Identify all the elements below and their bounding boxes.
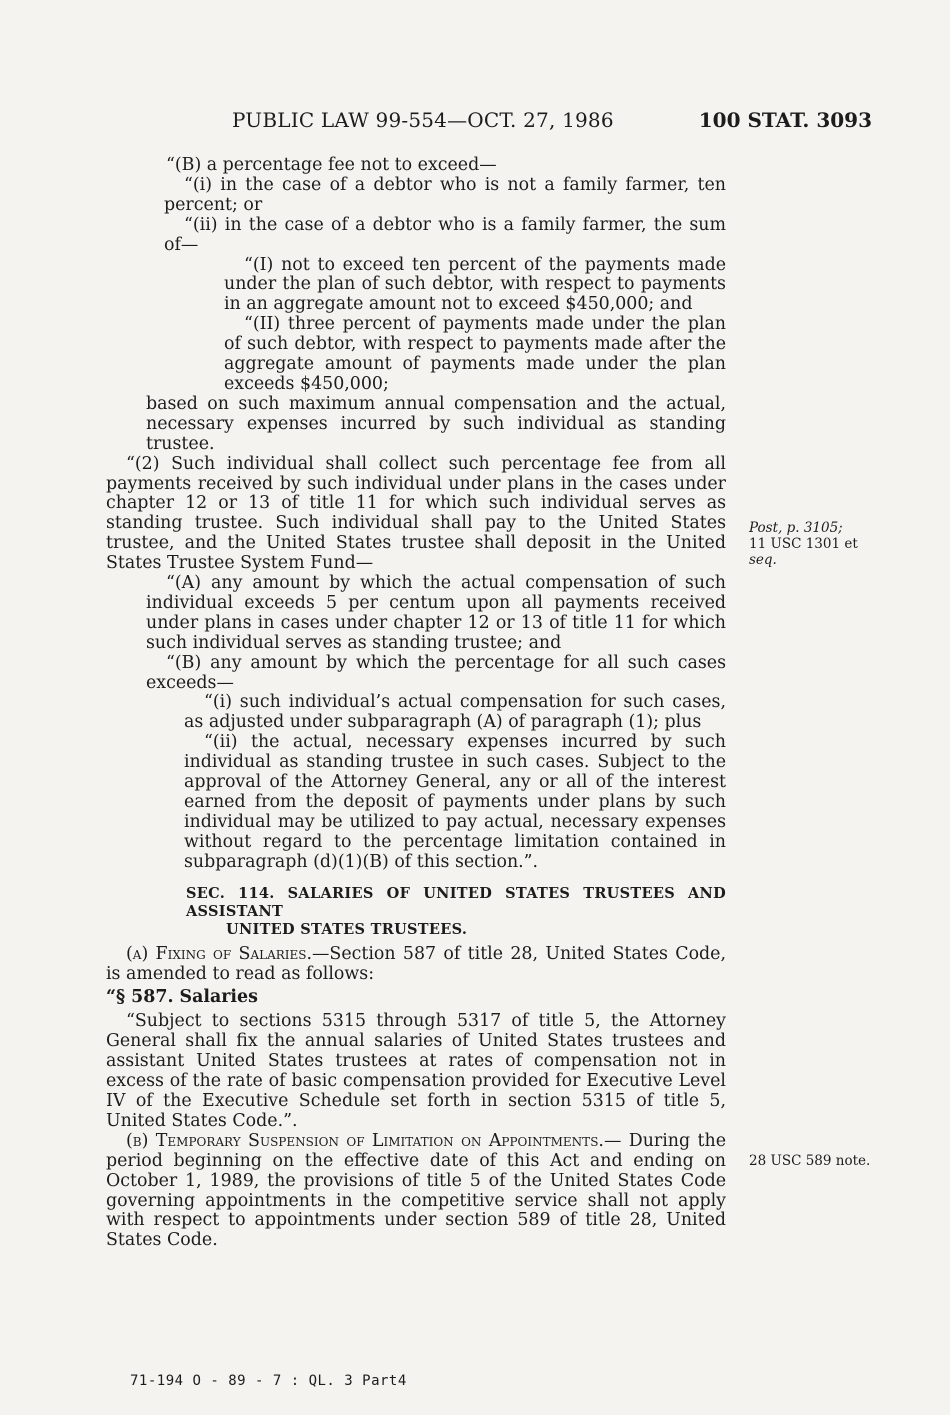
section-114-heading: [106, 885, 726, 939]
clause-ii-expenses: “(ii) the actual, necessary expenses incurred by such individual as standing trustee in such cases. Subject to the approval of the Attorney General, any or all of the interest earned from the deposit of payments under plans by such individual may be utilized to pay actual, necessary expenses without regard to the percentage limitation contained in subparagraph (d)(1)(B) of this section.”.: [184, 732, 726, 872]
section-587-text: “Subject to sections 5315 through 5317 of title 5, the Attorney General shall fix the annual salaries of United States trustees and assistant United States trustees at rates of compensation not in excess of the rate of basic compensation provided for Executive Level IV of the Executive Schedule set forth in section 5315 of title 5, United States Code.”.: [106, 1011, 726, 1131]
margin-note-post-line-1: Post, p. 3105;: [749, 520, 843, 536]
page-header: [232, 108, 872, 136]
margin-note-post: [749, 520, 858, 568]
print-code-footer: 71-194 O - 89 - 7 : QL. 3 Part4: [130, 1373, 407, 1389]
stat-page-number: 100 STAT. 3093: [698, 108, 872, 132]
margin-note-usc-589: 28 USC 589 note.: [749, 1153, 871, 1169]
subsection-b-heading: (b) Temporary Suspension of Limitation on Appointments.: [126, 1130, 604, 1151]
margin-note-post-line-2: 11 USC 1301 et: [749, 536, 858, 552]
paragraph-2-collection: “(2) Such individual shall collect such percentage fee from all payments received by such individual under plans in the cases under chapter 12 or 13 of title 11 for which such individual serves as standing trustee. Such individual shall pay to the United States trustee, and the United States trustee shall deposit in the United States Trustee System Fund—: [106, 453, 726, 574]
section-heading-line-1: SEC. 114. SALARIES OF UNITED STATES TRUSTEES AND ASSISTANT: [186, 884, 726, 920]
clause-B-percentage-exceeds: “(B) any amount by which the percentage for all such cases exceeds—: [146, 652, 726, 693]
clause-I-ten-percent: “(I) not to exceed ten percent of the payments made under the plan of such debtor, with respect to payments in an aggregate amount not to exceed $450,000; and: [224, 254, 726, 315]
clause-ii-family-farmer: “(ii) in the case of a debtor who is a family farmer, the sum of—: [164, 214, 726, 255]
section-heading-line-2: UNITED STATES TRUSTEES.: [226, 920, 468, 938]
section-587-title: “§ 587. Salaries: [106, 987, 258, 1008]
clause-i-compensation: “(i) such individual’s actual compensation for such cases, as adjusted under subparagraph (A) of paragraph (1); plus: [184, 692, 726, 733]
clause-i-not-family-farmer: “(i) in the case of a debtor who is not a family farmer, ten percent; or: [164, 174, 726, 215]
subsection-b: [106, 1132, 726, 1251]
subsection-b-text: — During the period beginning on the effective date of this Act and ending on October 1, 1989, the provisions of title 5 of the United States Code governing appointments in the competitive service shall not apply with respect to appointments under section 589 of title 28, United States Code.: [106, 1130, 727, 1251]
subsection-a: [106, 945, 726, 985]
subsection-a-heading: (a) Fixing of Salaries.: [126, 943, 313, 964]
clause-II-three-percent: “(II) three percent of payments made under the plan of such debtor, with respect to payments made after the aggregate amount of payments made under the plan exceeds $450,000;: [224, 314, 726, 394]
subsection-a-text: —Section 587 of title 28, United States Code, is amended to read as follows:: [106, 943, 726, 984]
law-text: [106, 156, 726, 1251]
based-on-clause: based on such maximum annual compensation and the actual, necessary expenses incurred by such individual as standing trustee.: [146, 393, 726, 454]
clause-b-percentage-fee: “(B) a percentage fee not to exceed—: [166, 155, 497, 175]
margin-note-post-line-3: seq.: [749, 552, 777, 568]
clause-A-actual-compensation: “(A) any amount by which the actual compensation of such individual exceeds 5 per centum upon all payments received under plans in cases under chapter 12 or 13 of title 11 for which such individual serves as standing trustee; and: [146, 573, 726, 653]
running-title: PUBLIC LAW 99-554—OCT. 27, 1986: [232, 108, 614, 132]
